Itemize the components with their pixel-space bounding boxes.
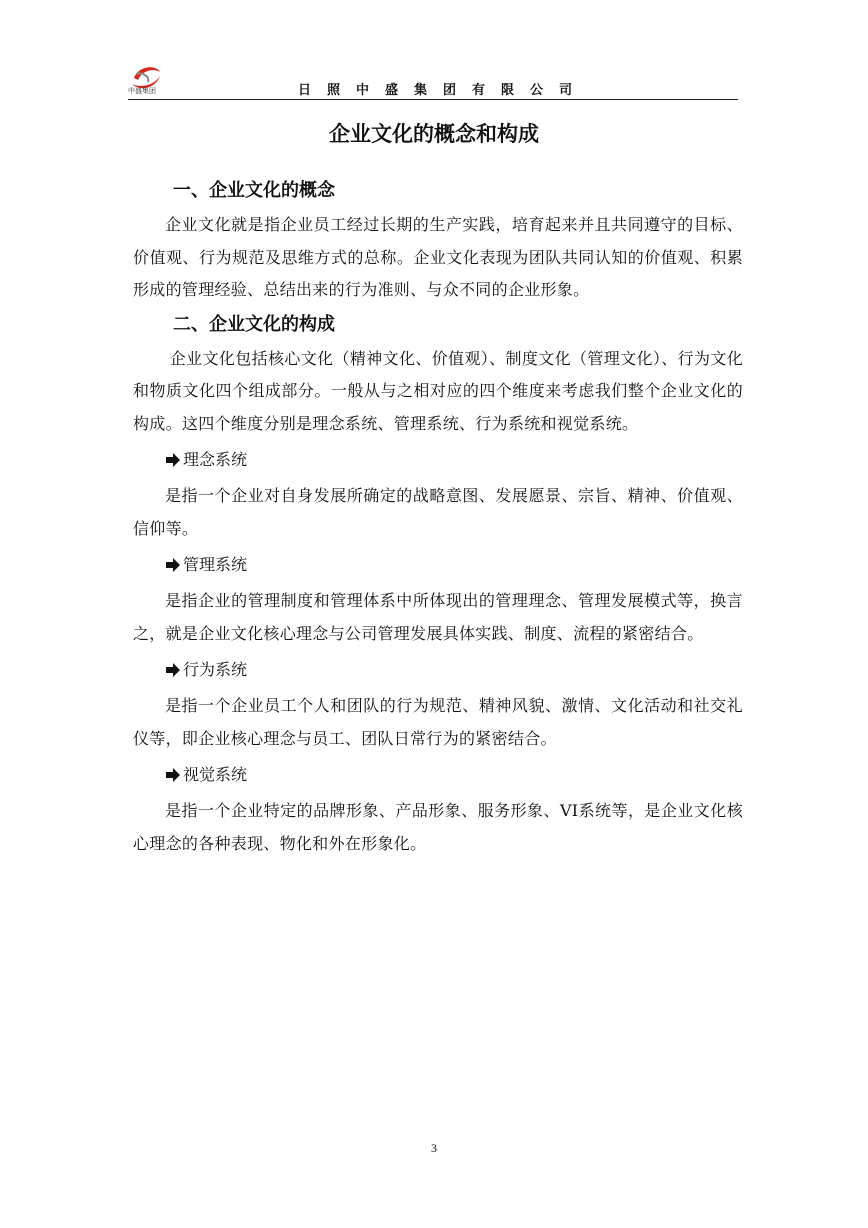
item-heading-visual (133, 759, 743, 791)
item-text: 是指一个企业特定的品牌形象、产品形象、服务形象、VI系统等，是企业文化核心理念的各种表现、物化和外在形象化。 (133, 801, 743, 853)
item-heading-behavior (133, 654, 743, 686)
item-label: 行为系统 (183, 660, 248, 679)
item-label: 理念系统 (183, 450, 248, 469)
item-heading-concept (133, 444, 743, 476)
section2-heading: 二、企业文化的构成 (173, 313, 335, 335)
item-text: 是指企业的管理制度和管理体系中所体现出的管理理念、管理发展模式等，换言之，就是企业文化核心理念与公司管理发展具体实践、制度、流程的紧密结合。 (133, 591, 743, 643)
arrow-right-icon (165, 768, 181, 782)
item-label: 管理系统 (183, 555, 248, 574)
item-label: 视觉系统 (183, 765, 248, 784)
arrow-right-icon (165, 663, 181, 677)
page-number: 3 (431, 1141, 437, 1155)
arrow-right-icon (165, 558, 181, 572)
section2-paragraph: 企业文化包括核心文化（精神文化、价值观）、制度文化（管理文化）、行为文化和物质文化四个组成部分。一般从与之相对应的四个维度来考虑我们整个企业文化的构成。这四个维度分别是理念系统、管理系统、行为系统和视觉系统。 (133, 348, 743, 433)
item-text: 是指一个企业员工个人和团队的行为规范、精神风貌、激情、文化活动和社交礼仪等，即企业核心理念与员工、团队日常行为的紧密结合。 (133, 696, 743, 748)
arrow-right-icon (165, 453, 181, 467)
section1-paragraph: 企业文化就是指企业员工经过长期的生产实践，培育起来并且共同遵守的目标、价值观、行为规范及思维方式的总称。企业文化表现为团队共同认知的价值观、积累形成的管理经验、总结出来的行为准则、与众不同的企业形象。 (133, 215, 743, 299)
document-body (133, 173, 743, 860)
item-heading-management (133, 549, 743, 581)
company-name: 日照中盛集团有限公司 (298, 83, 589, 98)
header-rule (128, 99, 738, 100)
section1-heading: 一、企业文化的概念 (173, 180, 335, 201)
logo-text: 中盛集团 (128, 87, 156, 95)
item-text: 是指一个企业对自身发展所确定的战略意图、发展愿景、宗旨、精神、价值观、信仰等。 (133, 486, 743, 538)
document-title: 企业文化的概念和构成 (329, 122, 539, 146)
